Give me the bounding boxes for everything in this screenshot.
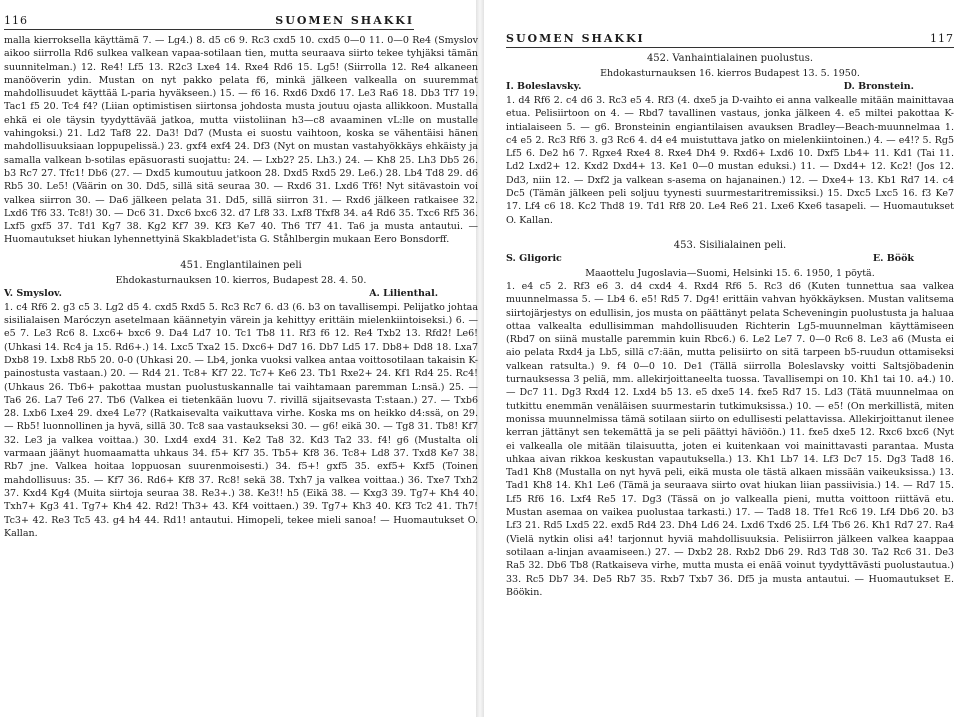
game-452-title: 452. Vanhaintialainen puolustus. [646,53,814,64]
game-453-black-player: E. Böök [872,252,914,264]
game-451-moves: 1. c4 Rf6 2. g3 c5 3. Lg2 d5 4. cxd5 Rxd5 5. Rc3 Rc7 6. d3 (6. b3 on tavallisempi. Pelijatko johtaa sisilialaisen Maróczyn asetelmaan käännetyin värein ja kehittyy erittäin mielenkiintoiseksi.) 6. — e5 7. Le3 Rc6 8. Lxc6+ bxc6 9. Da4 Ld7 10. Tc1 Tb8 11. Rf3 f6 12. Re4 Txb2 13. Rfd2! Le6! (Uhkasi 14. Rc4 ja 15. Rd6+.) 14. Lxc5 Txa2 15. Dxc6+ Dd7 16. Db7 Ld5 17. Db8+ Dd8 18. Lxa7 Dxb8 19. Lxb8 Rb5 20. 0-0 (Uhkasi 20. — Lb4, jonka vuoksi valkea antaa voittosotilaan takaisin K-painostusta vastaan.) 20. — Rd4 21. Tc8+ Kf7 22. Tc7+ Ke6 23. Tb1 Rxe2+ 24. Kf1 Rd4 25. Rc4! (Uhkaus 26. Tb6+ pakottaa mustan puolustuskannalle tai vaihtamaan paremman L:nsä.) 25. — Ta6 26. La7 Te6 27. Tb6 (Valkea ei tietenkään luovu 7. rivillä sijaitsevasta T:staan.) 27. — Txb6 28. Lxb6 Lxe4 29. dxe4 Le7? (Ratkaisevalta vaikuttava virhe. Koska ms on heikko d4:ssä, on 29. — Rb5! luonnollinen ja hyvä, sillä 30. Tc8 saa vastaukseksi 30. — g6! eikä 30. — Tg8 31. Tb8! Kf7 32. Le3 ja valkea voittaa.) 30. Lxd4 exd4 31. Ke2 Ta8 32. Kd3 Ta2 33. f4! g6 (Mustalta oli varmaan jäänyt huomaamatta uhkaus 34. f5+ Kf7 35. Tb5+ Kf8 36. Tc8+ Ld8 37. Txd8 Ke7 38. Rb7 jne. Valkea hoitaa loppuosan suurenmoisesti.) 34. f5+! gxf5 35. exf5+ Kxf5 (Toinen mahdollisuus: 35. — Kf7 36. Rd6+ Kf8 37. Rc8! sekä 38. Txh7 ja valkea voittaa.) 36. Txe7 Txh2 37. Kxd4 Kg4 (Muita siirtoja seuraa 38. Re3+.) 38. Ke3!! h5 (Eikä 38. — Kxg3 39. Tg7+ Kh4 40. Txh7+ Kg3 41. Tg7+ Kh4 42. Rd2! Th3+ 43. Kf4 voittaen.) 39. Tg7+ Kh3 40. Kf3 Tc2 41. Th7! Tc3+ 42. Re3 Tc5 43. g4 h4 44. Rd1! antautui. Himopeli, tekee mieli sanoa! — Huomautukset O. Kallan. [4,301,478,539]
game-452-players [506,80,954,93]
left-page-number: 116 [4,14,28,27]
left-page [0,0,478,717]
game-452-white-player: I. Boleslavsky. [506,81,582,92]
right-page-number: 117 [930,32,954,45]
left-running-header [4,14,414,30]
game-452-black-player: D. Bronstein. [843,81,914,92]
game-453-players [506,252,954,265]
game-451-players [4,287,478,300]
game-453-event: Maaottelu Jugoslavia—Suomi, Helsinki 15. 6. 1950, 1 pöytä. [585,267,875,279]
right-page [482,0,960,717]
game-450-continuation: malla kierroksella käyttämä 7. — Lg4.) 8. d5 c6 9. Rc3 cxd5 10. cxd5 0—0 11. 0—0 Re4 (Smyslov aikoo siirrolla Rd6 sulkea valkean vapaa-sotilaan tien, mutta seuraava siirto tekee tyhjäksi tämän suunnitelman.) 12. Re4! Lf5 13. R2c3 Lxe4 14. Rxe4 Rd6 15. Lg5! (Siirrolla 12. Re4 alkaneen manööverin ydin. Mustan on nyt pakko pelata f6, minkä jälkeen valkealla on suuremmat mahdollisuudet käyttää L-paria hyväkseen.) 15. — f6 16. Rxd6 Dxd6 17. Le3 Ra6 18. Db3 Tf7 19. Tac1 f5 20. Tc4 f4? (Liian optimistisen siirtonsa johdosta musta joutuu ojasta allikkoon. Mustalla ehkä ei ole täysin tyydyttävää jatkoa, mutta viistoliinan h3—c8 avaaminen vL:lle on mustalle vahingoksi.) 21. Ld2 Taf8 22. Da3! Dd7 (Musta ei suostu vaihtoon, koska se vähentäisi hänen mahdollisuuksiaan loppupelissä.) 23. gxf4 exf4 24. Df3 (Nyt on mustan vastahyökkäys ehkäisty ja samalla valkean b-sotilas epäsuorasti suojattu: 24. — Lxb2? 25. Lh3.) 24. — Kh8 25. Lh3 Db5 26. b3 Rc7 27. Tfc1! Db6 (27. — Dxd5 kumoutuu jatkoon 28. Dxd5 Rxd5 29. Le6.) 28. Lb4 Td8 29. d6 Rb5 30. Le5! (Väärin on 30. Dd5, sillä sitä seuraa 30. — Rxd6 31. Lxd6 Tf6! Nyt sitävastoin voi valkea siirron 30. — Da6 jälkeen pelata 31. Dd5, sillä siirron 31. — Rxd6 jälkeen ratkaisee 32. Lxd6 Tf6 33. Tc8!) 30. — Dc6 31. Dxc6 bxc6 32. d7 Lf8 33. Lxf8 Tfxf8 34. a4 Rd6 35. Txc6 Rf5 36. Lxf5 gxf5 37. Td1 Kg7 38. Kg2 Kf7 39. Kf3 Ke7 40. Th6 Tf7 41. Ta6 ja musta antautui. — Huomautukset hiukan lyhennettyinä Skakbladet'ista G. Ståhlbergin mukaan Eero Bonsdorff. [4,35,478,246]
game-451-title: 451. Englantilainen peli [180,259,302,271]
game-451-event: Ehdokasturnauksen 10. kierros, Budapest 28. 4. 50. [115,274,367,286]
game-453-moves: 1. e4 c5 2. Rf3 e6 3. d4 cxd4 4. Rxd4 Rf6 5. Rc3 d6 (Kuten tunnettua saa valkea muunnelmassa 5. — Lb4 6. e5! Rd5 7. Dg4! erittäin vahvan hyökkäyksen. Mustan valitsema siirtojärjestys on edullisin, jos musta on päättänyt pelata Scheveningin puolustusta ja haluaa ottaa valkealta edullisimman mahdollisuuden Richterin Lg5-muunnelman käyttämiseen (Rbd7 on siinä mustalle paremmin kuin Rbc6.) 6. Le2 Le7 7. 0—0 Rc6 8. Le3 a6 (Musta ei aio pelata Rxd4 ja Lb5, sillä c7:ään, mutta pelisiirto on sitä tarpeen b5-ruudun ottamiseksi valkean ratsulta.) 9. f4 0—0 10. De1 (Tällä siirrolla Boleslavsky voitti Saltsjöbadenin turnauksessa 3 peliä, mm. allekirjoittaneelta tuossa. Tavallisempi on 10. Kh1 tai 10. a4.) 10. — Dc7 11. Dg3 Rxd4 12. Lxd4 b5 13. e5 dxe5 14. fxe5 Rd7 15. Ld3 (Tätä muunnelmaa on tutkittu enemmän venäläisen suurmestarin tutkimuksissa.) 10. — e5! (On merkillistä, miten monissa muunnelmissa tämä sotilaan siirto on edullisesti pelattavissa. Allekirjoittanut ilenee kerran jättänyt sen tekemättä ja se peli päättyi häviöön.) 11. fxe5 dxe5 12. Rxc6 bxc6 (Nyt ei valkealla ole mitään tilaisuutta, joten ei kuitenkaan voi mainittavasti parantaa. Musta uhkaa aivan rikkoa keskustan vapautuksella.) 13. Kh1 Lb7 14. Lf3 Dc7 15. Dg3 Tad8 16. Tad1 Kh8 (Mustalla on nyt hyvä peli, eikä musta ole tästä alkaen missään vaikeuksissa.) 13. Tad1 Kh8 14. Kh1 Le6 (Tämä ja seuraava siirto ovat hiukan liian passiivisia.) 14. — Rd7 15. Lf5 Rf6 16. Lxf4 Re5 17. Dg3 (Tässä on jo valkealla pieni, mutta voittoon riittävä etu. Mustan asemaa on vaikea puolustaa tarkasti.) 17. — Tad8 18. Tfe1 Rc6 19. Lf4 Db6 20. b3 Lf3 21. Rd5 Lxd5 22. exd5 Rd4 23. Dh4 Ld6 24. Lxd6 Txd6 25. Lf4 Tb6 26. Kh1 Rd7 27. Ra4 (Vielä nytkin olisi a4! tarjonnut hyviä mahdollisuuksia. Pelisiirron jälkeen valkea kaappaa sotilaan a-linjan avaamiseen.) 27. — Dxb2 28. Rxb2 Db6 29. Rd3 Td8 30. Ta2 Rc6 31. De3 Ra5 32. Db6 Tb8 (Ratkaiseva virhe, mutta musta ei enää voinut tyydyttävästi puolustautua.) 33. Rc5 Db7 34. De5 Rb7 35. Rxb7 Txb7 36. Df5 ja musta antautui. — Huomautukset E. Böökin. [506,280,954,598]
game-453-title: 453. Sisilialainen peli. [673,239,787,251]
left-running-title: SUOMEN SHAKKI [275,14,414,27]
game-453-white-player: S. Gligoric [506,252,562,264]
game-452-event: Ehdokasturnauksen 16. kierros Budapest 13. 5. 1950. [600,68,860,79]
game-451-black-player: A. Lilienthal. [369,287,438,299]
game-451-white-player: V. Smyslov. [4,287,62,299]
game-452-moves: 1. d4 Rf6 2. c4 d6 3. Rc3 e5 4. Rf3 (4. dxe5 ja D-vaihto ei anna valkealle mitään mainittavaa etua. Pelisiirtoon on 4. — Rbd7 tavallinen vastaus, jonka jälkeen 4. e5 miltei pakottaa K-intialaiseen 5. — g6. Bronsteinin engiantilaisen avauksen Bradley—Beach-muunnelmaa 1. c4 e5 2. Rc3 Rf6 3. g3 Rc6 4. d4 e4 muistuttava jatko on mielenkiintoinen.) 4. — e4!? 5. Rg5 Lf5 6. De2 h6 7. Rgxe4 Rxe4 8. Rxe4 Dh4 9. Rxd6+ Lxd6 10. Dxf5 Lb4+ 11. Kd1 (Tai 11. Ld2 Lxd2+ 12. Kxd2 Dxd4+ 13. Ke1 0—0 mustan eduksi.) 11. — Dxd4+ 12. Kc2! (Jos 12. Dd3, niin 12. — Dxf2 ja valkean s-asema on hajanainen.) 12. — Dxe4+ 13. Kb1 Rd7 14. c4 Dc5 (Tämän jälkeen peli soljuu tyynesti suurmestaritremissiksi.) 15. Dxc5 Lxc5 16. f3 Ke7 17. Lf4 c6 18. Kc2 Thd8 19. Td1 Rf8 20. Le4 Re6 21. Lxe6 Kxe6 tasapeli. — Huomautukset O. Kallan. [506,95,954,226]
right-running-header [506,32,954,48]
right-running-title: SUOMEN SHAKKI [506,32,645,45]
